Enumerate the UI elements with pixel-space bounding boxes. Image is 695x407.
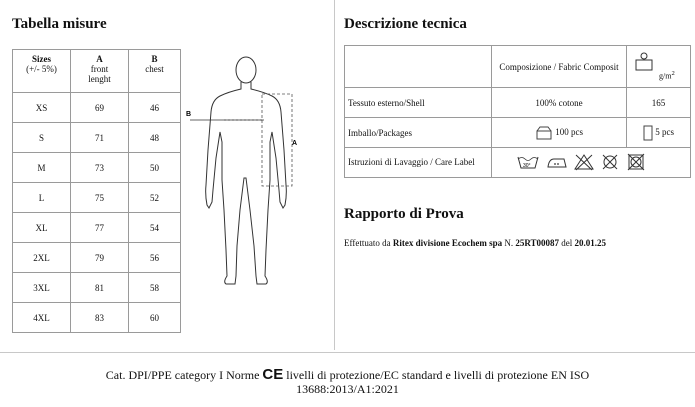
footer-line1 — [0, 368, 695, 382]
report-date: 20.01.25 — [574, 238, 607, 248]
b-cell: 48 — [129, 123, 181, 153]
ce-mark-icon: CE — [262, 366, 284, 383]
table-row — [13, 213, 181, 243]
table-row — [13, 303, 181, 333]
care-row — [345, 148, 691, 178]
bag-icon — [643, 125, 653, 141]
report-company: Ritex divisione Ecochem spa — [392, 238, 503, 248]
header-sizes — [13, 50, 71, 93]
weight-icon — [633, 52, 655, 72]
b-cell: 52 — [129, 183, 181, 213]
b-cell: 58 — [129, 273, 181, 303]
composition-header — [492, 46, 627, 88]
b-cell: 54 — [129, 213, 181, 243]
box-icon — [535, 126, 553, 140]
footer-norms — [0, 368, 695, 396]
wash-temp: 30° — [523, 162, 531, 169]
packages-bag-cell — [627, 118, 691, 148]
report-line — [344, 238, 606, 248]
header-a-sub2: lenght — [88, 74, 111, 84]
size-table-title: Tabella misure — [12, 16, 107, 32]
header-a-label: A — [96, 54, 103, 64]
figure-head — [236, 57, 256, 83]
weight-unit-text: g/m — [659, 71, 672, 81]
packages-label: Imballo/Packages — [345, 118, 492, 148]
care-symbols — [516, 153, 666, 171]
report-number: 25RT00087 — [515, 238, 560, 248]
tech-title: Descrizione tecnica — [344, 16, 467, 32]
label-b: B — [186, 111, 192, 118]
a-cell: 83 — [71, 303, 129, 333]
tech-header-row — [345, 46, 691, 88]
table-row — [13, 273, 181, 303]
no-bleach-icon — [575, 155, 593, 170]
footer-line1-a: Cat. DPI/PPE category I Norme — [105, 368, 263, 382]
report-del: del — [559, 238, 575, 248]
label-a: A — [292, 140, 298, 147]
no-dry-clean-icon — [603, 155, 617, 169]
size-cell: 4XL — [13, 303, 71, 333]
header-b — [129, 50, 181, 93]
header-sizes-tolerance: (+/- 5%) — [26, 64, 57, 74]
footer-divider — [0, 352, 695, 353]
table-row — [13, 153, 181, 183]
size-cell: 3XL — [13, 273, 71, 303]
size-table — [12, 49, 181, 333]
a-cell: 77 — [71, 213, 129, 243]
b-cell: 46 — [129, 93, 181, 123]
tech-empty-cell — [345, 46, 492, 88]
size-cell: M — [13, 153, 71, 183]
table-row — [13, 243, 181, 273]
footer-line2: 13688:2013/A1:2021 — [296, 382, 399, 396]
column-divider — [334, 0, 335, 350]
packages-row — [345, 118, 691, 148]
no-tumble-dry-icon — [628, 154, 644, 170]
size-cell: L — [13, 183, 71, 213]
shell-value: 100% cotone — [492, 88, 627, 118]
composition-header-label: Composizione / Fabric Composit — [499, 61, 619, 72]
table-row — [13, 183, 181, 213]
a-cell: 73 — [71, 153, 129, 183]
wash-30-icon — [518, 157, 538, 169]
shell-weight: 165 — [627, 88, 691, 118]
weight-unit-exp: 2 — [671, 70, 675, 77]
care-label: Istruzioni di Lavaggio / Care Label — [345, 148, 492, 178]
iron-icon — [548, 159, 566, 167]
header-b-label: B — [151, 54, 158, 64]
header-b-sub: chest — [145, 64, 164, 74]
size-table-header — [13, 50, 181, 93]
packages-box-value: 100 pcs — [555, 126, 583, 137]
size-cell: XS — [13, 93, 71, 123]
b-cell: 60 — [129, 303, 181, 333]
a-cell: 79 — [71, 243, 129, 273]
a-cell: 71 — [71, 123, 129, 153]
size-cell: XL — [13, 213, 71, 243]
b-cell: 50 — [129, 153, 181, 183]
care-symbols-cell — [492, 148, 691, 178]
weight-header — [627, 46, 691, 88]
header-a — [71, 50, 129, 93]
footer-line1-b: livelli di protezione/EC standard e livelli di protezione EN ISO — [283, 368, 590, 382]
packages-box-cell — [492, 118, 627, 148]
a-cell: 75 — [71, 183, 129, 213]
header-sizes-label: Sizes — [32, 54, 51, 64]
report-prefix: Effettuato da — [344, 238, 393, 248]
a-cell: 81 — [71, 273, 129, 303]
weight-unit — [659, 70, 675, 81]
packages-bag-value: 5 pcs — [655, 126, 674, 137]
b-cell: 56 — [129, 243, 181, 273]
tech-table — [344, 45, 691, 178]
report-title: Rapporto di Prova — [344, 206, 464, 222]
figure-body-outline — [206, 82, 287, 284]
body-measurement-figure — [180, 50, 330, 300]
shell-row — [345, 88, 691, 118]
report-mid: N. — [502, 238, 516, 248]
size-cell: S — [13, 123, 71, 153]
shell-label: Tessuto esterno/Shell — [345, 88, 492, 118]
table-row — [13, 123, 181, 153]
size-cell: 2XL — [13, 243, 71, 273]
table-row — [13, 93, 181, 123]
header-a-sub1: front — [90, 64, 109, 74]
a-cell: 69 — [71, 93, 129, 123]
